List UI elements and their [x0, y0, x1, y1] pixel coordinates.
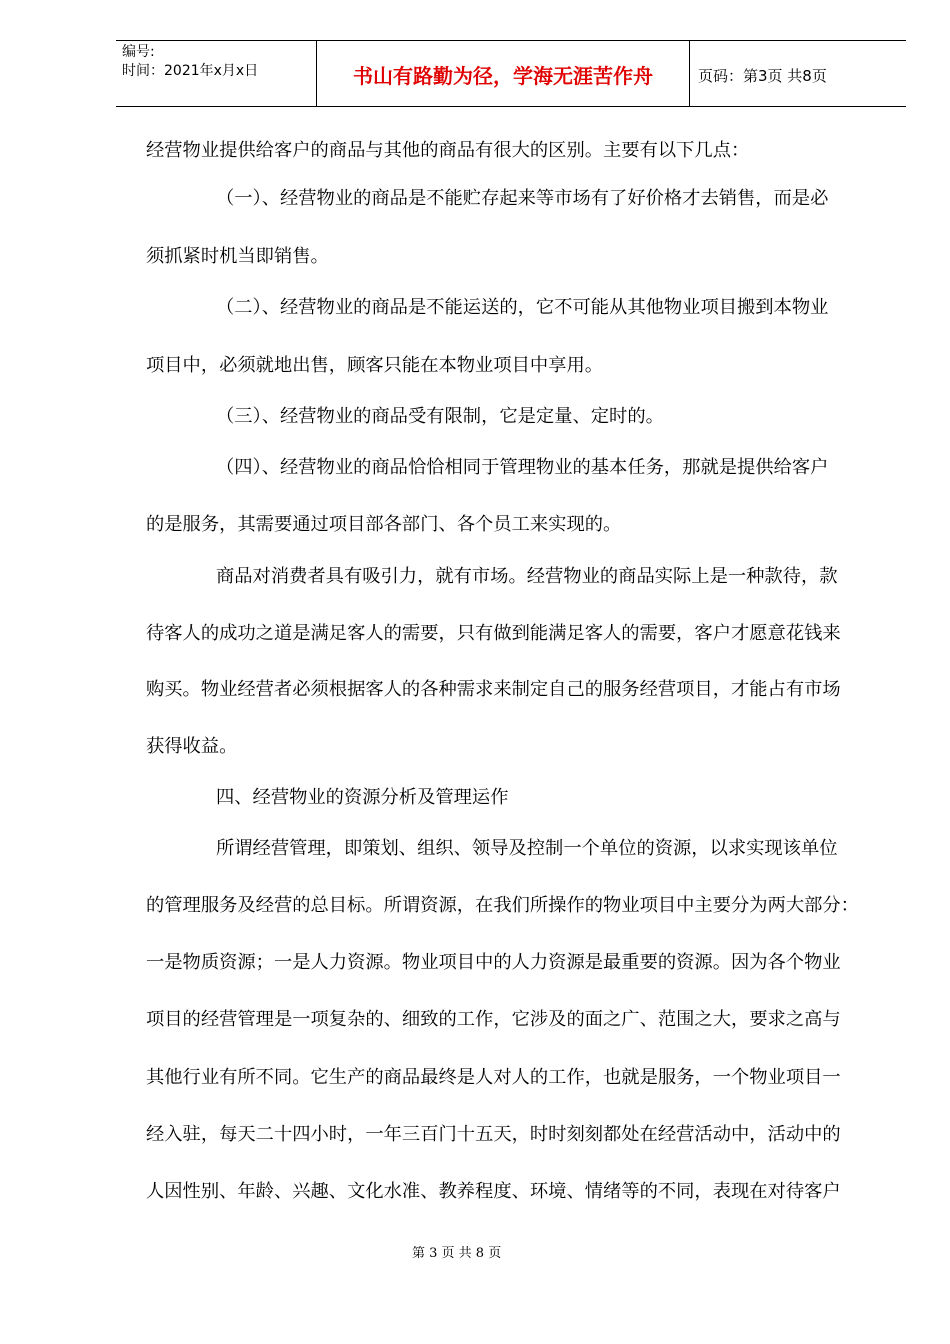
motto: 书山有路勤为径，学海无涯苦作舟 — [353, 64, 653, 88]
body-line: 其他行业有所不同。它生产的商品最终是人对人的工作，也就是服务，一个物业项目一 — [146, 1067, 841, 1088]
body-line: 须抓紧时机当即销售。 — [146, 246, 329, 267]
body-line: 项目中，必须就地出售，顾客只能在本物业项目中享用。 — [146, 355, 604, 376]
body-line: 待客人的成功之道是满足客人的需要，只有做到能满足客人的需要，客户才愿意花钱来 — [146, 623, 841, 644]
body-line: 的管理服务及经营的总目标。所谓资源，在我们所操作的物业项目中主要分为两大部分： — [146, 895, 859, 916]
body-line: （三）、经营物业的商品受有限制，它是定量、定时的。 — [216, 406, 664, 427]
body-line: 经入驻，每天二十四小时，一年三百门十五天，时时刻刻都处在经营活动中，活动中的 — [146, 1124, 841, 1145]
body-line: 商品对消费者具有吸引力，就有市场。经营物业的商品实际上是一种款待，款 — [216, 566, 838, 587]
body-line: 的是服务，其需要通过项目部各部门、各个员工来实现的。 — [146, 514, 622, 535]
section-heading: 四、经营物业的资源分析及管理运作 — [216, 787, 509, 808]
header-motto-cell — [316, 41, 690, 106]
body-line: 项目的经营管理是一项复杂的、细致的工作，它涉及的面之广、范围之大，要求之高与 — [146, 1009, 841, 1030]
header-meta-cell — [116, 41, 316, 106]
page-footer: 第 3 页 共 8 页 — [412, 1246, 502, 1261]
body-line: 所谓经营管理，即策划、组织、领导及控制一个单位的资源，以求实现该单位 — [216, 838, 838, 859]
body-line: 人因性别、年龄、兴趣、文化水准、教养程度、环境、情绪等的不同，表现在对待客户 — [146, 1181, 841, 1202]
body-line: （二）、经营物业的商品是不能运送的，它不可能从其他物业项目搬到本物业 — [216, 297, 829, 318]
body-line: 购买。物业经营者必须根据客人的各种需求来制定自己的服务经营项目，才能占有市场 — [146, 679, 841, 700]
body-line: 经营物业提供给客户的商品与其他的商品有很大的区别。主要有以下几点： — [146, 140, 750, 161]
page-info: 页码：第3页 共8页 — [698, 67, 827, 85]
page-header — [116, 40, 906, 107]
body-line: （四）、经营物业的商品恰恰相同于管理物业的基本任务，那就是提供给客户 — [216, 457, 829, 478]
body-line: 获得收益。 — [146, 736, 238, 757]
header-page-cell — [690, 41, 906, 106]
code-label: 编号: — [122, 44, 155, 60]
time-label: 时间：2021年x月x日 — [122, 63, 259, 79]
body-line: 一是物质资源；一是人力资源。物业项目中的人力资源是最重要的资源。因为各个物业 — [146, 952, 841, 973]
body-line: （一）、经营物业的商品是不能贮存起来等市场有了好价格才去销售，而是必 — [216, 188, 829, 209]
